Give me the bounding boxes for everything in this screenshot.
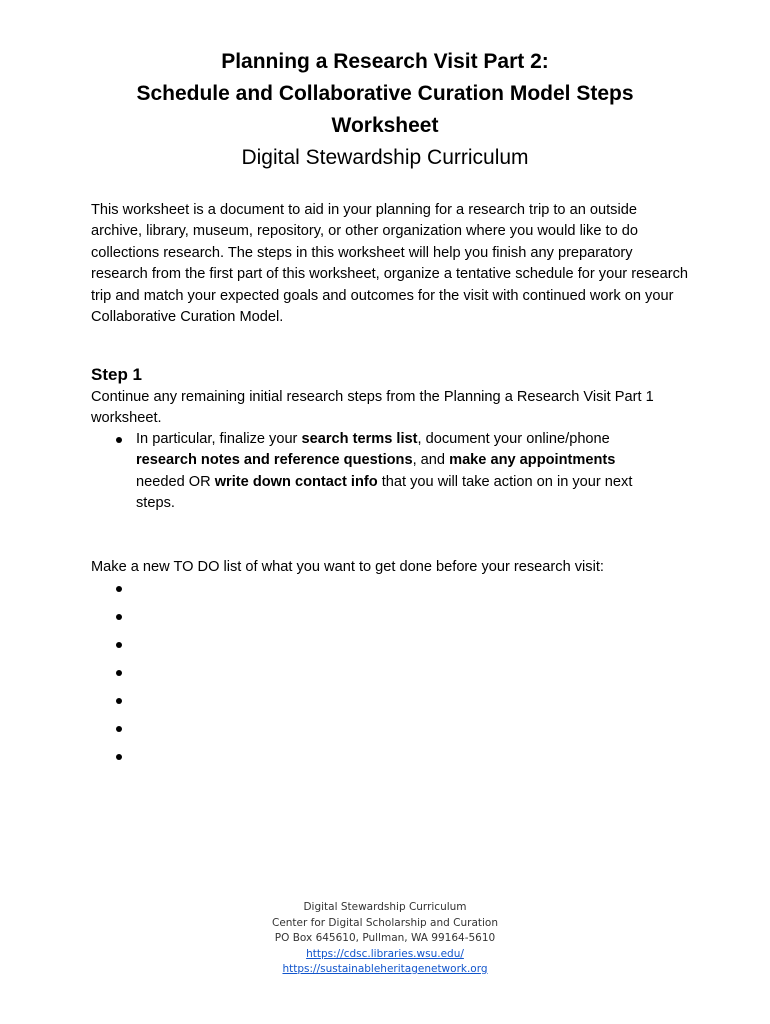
footer-curriculum: Digital Stewardship Curriculum bbox=[303, 901, 467, 913]
footer-address: PO Box 645610, Pullman, WA 99164-5610 bbox=[274, 932, 496, 944]
bullet-icon bbox=[116, 642, 122, 648]
step-1-bullet-list bbox=[91, 429, 691, 515]
bullet-icon bbox=[116, 614, 122, 620]
research-notes-bold: research notes and reference questions bbox=[136, 452, 413, 469]
page-title-line-1: Planning a Research Visit Part 2: bbox=[221, 50, 549, 73]
bullet-icon bbox=[116, 754, 122, 760]
bullet-icon bbox=[116, 670, 122, 676]
page-footer bbox=[0, 900, 770, 978]
bullet-icon bbox=[116, 586, 122, 592]
todo-item bbox=[91, 664, 691, 692]
page-title-line-2: Schedule and Collaborative Curation Model Steps bbox=[136, 82, 634, 105]
step-1-bullet bbox=[91, 429, 691, 515]
step-1-text: Continue any remaining initial research steps from the Planning a Research Visit Part 1 worksheet. bbox=[91, 389, 654, 427]
bullet-icon bbox=[116, 437, 122, 443]
bullet-text-part: , document your online/phone bbox=[417, 431, 610, 447]
bullet-text-part: In particular, finalize your bbox=[136, 431, 302, 447]
page-subtitle: Digital Stewardship Curriculum bbox=[241, 146, 529, 169]
todo-item bbox=[91, 636, 691, 664]
bullet-text-part: that you will take action on in your next steps. bbox=[136, 473, 633, 512]
todo-item bbox=[91, 608, 691, 636]
contact-info-bold: write down contact info bbox=[214, 473, 378, 490]
todo-item bbox=[91, 580, 691, 608]
todo-intro: Make a new TO DO list of what you want to get done before your research visit: bbox=[91, 559, 604, 575]
bullet-text-part: needed OR bbox=[136, 473, 215, 490]
bullet-icon bbox=[116, 698, 122, 704]
footer-center: Center for Digital Scholarship and Curation bbox=[271, 916, 499, 929]
footer-link-cdsc[interactable]: https://cdsc.libraries.wsu.edu/ bbox=[306, 947, 464, 960]
todo-item bbox=[91, 720, 691, 748]
todo-item bbox=[91, 748, 691, 776]
todo-list bbox=[91, 580, 691, 776]
footer-link-sustainable-heritage[interactable]: https://sustainableheritagenetwork.org bbox=[282, 963, 488, 975]
step-1-heading: Step 1 bbox=[91, 365, 143, 384]
title-block bbox=[0, 46, 770, 174]
todo-item bbox=[91, 692, 691, 720]
bullet-text-part: , and bbox=[412, 452, 450, 469]
bullet-icon bbox=[116, 726, 122, 732]
search-terms-list-bold: search terms list bbox=[301, 431, 418, 447]
intro-paragraph: This worksheet is a document to aid in your planning for a research trip to an outside archive, library, museum, repository, or other organization where you would like to do collections research. The steps in this worksheet will help you finish any preparatory research from the first part of this worksheet, organize a tentative schedule for your research trip and match your expected goals and outcomes for the visit with continued work on your Collaborative Curation Model. bbox=[91, 202, 689, 326]
make-appointments-bold: make any appointments bbox=[449, 452, 616, 469]
page-title-line-3: Worksheet bbox=[331, 114, 439, 137]
